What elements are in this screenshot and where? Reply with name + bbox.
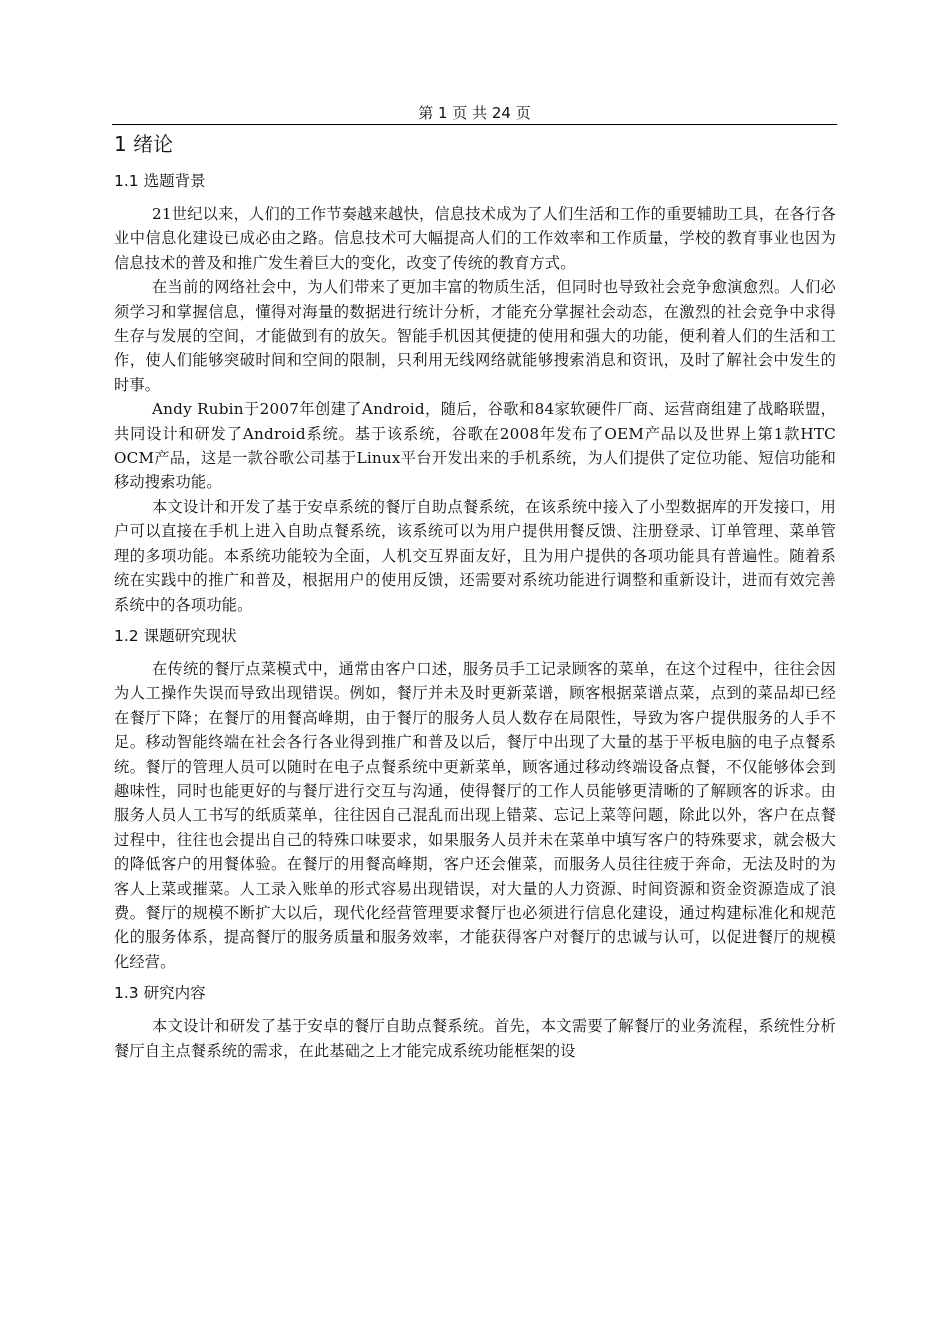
- body-paragraph: 在传统的餐厅点菜模式中，通常由客户口述，服务员手工记录顾客的菜单，在这个过程中，往往会因为人工操作失误而导致出现错误。例如，餐厅并未及时更新菜谱，顾客根据菜谱点菜，点到的菜品却已经在餐厅下降；在餐厅的用餐高峰期，由于餐厅的服务人员人数存在局限性，导致为客户提供服务的人手不足。移动智能终端在社会各行各业得到推广和普及以后，餐厅中出现了大量的基于平板电脑的电子点餐系统。餐厅的管理人员可以随时在电子点餐系统中更新菜单，顾客通过移动终端设备点餐，不仅能够体会到趣味性，同时也能更好的与餐厅进行交互与沟通，使得餐厅的工作人员能够更清晰的了解顾客的诉求。由服务人员人工书写的纸质菜单，往往因自己混乱而出现上错菜、忘记上菜等问题，除此以外，客户在点餐过程中，往往也会提出自己的特殊口味要求，如果服务人员并未在菜单中填写客户的特殊要求，就会极大的降低客户的用餐体验。在餐厅的用餐高峰期，客户还会催菜，而服务人员往往疲于奔命，无法及时的为客人上菜或摧菜。人工录入账单的形式容易出现错误，对大量的人力资源、时间资源和资金资源造成了浪费。餐厅的规模不断扩大以后，现代化经营管理要求餐厅也必须进行信息化建设，通过构建标准化和规范化的服务体系，提高餐厅的服务质量和服务效率，才能获得客户对餐厅的忠诚与认可，以促进餐厅的规模化经营。: [114, 659, 836, 971]
- section-heading-1-1: 1.1 选题背景: [114, 172, 206, 190]
- page-number-header: 第 1 页 共 24 页: [418, 104, 531, 122]
- body-paragraph: 本文设计和研发了基于安卓的餐厅自助点餐系统。首先，本文需要了解餐厅的业务流程，系统性分析餐厅自主点餐系统的需求，在此基础之上才能完成系统功能框架的设: [114, 1017, 836, 1060]
- header-divider: [112, 124, 837, 125]
- section-heading-1-3: 1.3 研究内容: [114, 984, 206, 1003]
- chapter-title: 1 绪论: [114, 132, 174, 156]
- body-paragraph: 在当前的网络社会中，为人们带来了更加丰富的物质生活，但同时也导致社会竞争愈演愈烈。人们必须学习和掌握信息，懂得对海量的数据进行统计分析，才能充分掌握社会动态，在激烈的社会竞争中求得生存与发展的空间，才能做到有的放矢。智能手机因其便捷的使用和强大的功能，便利着人们的生活和工作，使人们能够突破时间和空间的限制，只利用无线网络就能够搜索消息和资讯，及时了解社会中发生的时事。: [114, 278, 836, 394]
- body-paragraph: Andy Rubin于2007年创建了Android，随后，谷歌和84家软硬件厂商、运营商组建了战略联盟，共同设计和研发了Android系统。基于该系统，谷歌在2008年发布了OEM产品以及世界上第1款HTC OCM产品，这是一款谷歌公司基于Linux平台开发出来的手机系统，为人们提供了定位功能、短信功能和移动搜索功能。: [114, 400, 836, 492]
- body-paragraph: 本文设计和开发了基于安卓系统的餐厅自助点餐系统，在该系统中接入了小型数据库的开发接口，用户可以直接在手机上进入自助点餐系统，该系统可以为用户提供用餐反馈、注册登录、订单管理、菜单管理的多项功能。本系统功能较为全面，人机交互界面友好，且为用户提供的各项功能具有普遍性。随着系统在实践中的推广和普及，根据用户的使用反馈，还需要对系统功能进行调整和重新设计，进而有效完善系统中的各项功能。: [114, 497, 836, 614]
- page-body: [114, 128, 836, 1063]
- section-heading-1-2: 1.2 课题研究现状: [114, 626, 237, 645]
- body-paragraph: 21世纪以来，人们的工作节奏越来越快，信息技术成为了人们生活和工作的重要辅助工具，在各行各业中信息化建设已成必由之路。信息技术可大幅提高人们的工作效率和工作质量，学校的教育事业也因为信息技术的普及和推广发生着巨大的变化，改变了传统的教育方式。: [114, 205, 836, 272]
